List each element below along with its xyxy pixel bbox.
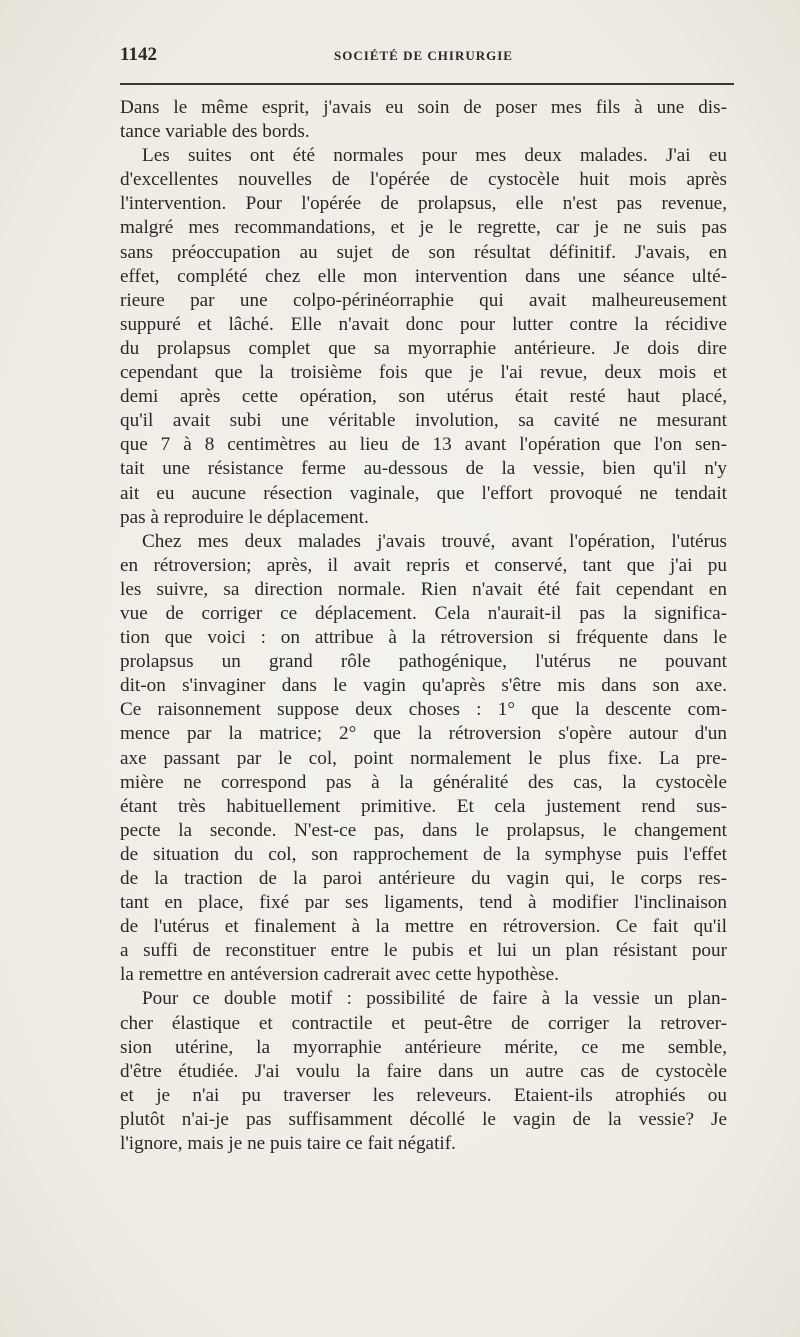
- header-rule: [120, 83, 734, 85]
- text-line: sans préoccupation au sujet de son résultat définitif. J'avais, en: [120, 241, 727, 263]
- text-line: a suffi de reconstituer entre le pubis et lui un plan résistant pour: [120, 940, 727, 962]
- text-line: de la traction de la paroi antérieure du vagin qui, le corps res-: [120, 868, 727, 889]
- text-line: ait eu aucune résection vaginale, que l'effort provoqué ne tendait: [120, 482, 727, 504]
- text-line: vue de corriger ce déplacement. Cela n'aurait-il pas la significa-: [120, 602, 727, 624]
- text-line: Chez mes deux malades j'avais trouvé, avant l'opération, l'utérus: [142, 530, 727, 552]
- text-line: prolapsus un grand rôle pathogénique, l'utérus ne pouvant: [120, 651, 727, 673]
- text-line: Dans le même esprit, j'avais eu soin de poser mes fils à une dis-: [120, 97, 727, 118]
- text-line: la remettre en antéversion cadrerait avec cette hypothèse.: [120, 964, 559, 986]
- page-number: 1142: [120, 44, 157, 65]
- text-line: mence par la matrice; 2° que la rétroversion s'opère autour d'un: [120, 723, 727, 745]
- paragraph: [120, 144, 727, 530]
- text-line: demi après cette opération, son utérus était resté haut placé,: [120, 386, 727, 408]
- text-line: d'excellentes nouvelles de l'opérée de cystocèle huit mois après: [120, 169, 727, 191]
- text-line: rieure par une colpo-périnéorraphie qui avait malheureusement: [120, 289, 727, 311]
- text-line: Pour ce double motif : possibilité de faire à la vessie un plan-: [142, 988, 727, 1010]
- paragraph: [120, 530, 727, 988]
- text-line: sion utérine, la myorraphie antérieure mérite, ce me semble,: [120, 1036, 727, 1058]
- text-line: pas à reproduire le déplacement.: [120, 506, 369, 528]
- text-line: que 7 à 8 centimètres au lieu de 13 avant l'opération que l'on sen-: [120, 434, 727, 456]
- text-line: dit-on s'invaginer dans le vagin qu'après s'être mis dans son axe.: [120, 675, 727, 697]
- text-line: du prolapsus complet que sa myorraphie antérieure. Je dois dire: [120, 337, 727, 359]
- text-line: Les suites ont été normales pour mes deux malades. J'ai eu: [142, 145, 727, 167]
- text-line: cependant que la troisième fois que je l'ai revue, deux mois et: [120, 362, 727, 384]
- text-line: étant très habituellement primitive. Et cela justement rend sus-: [120, 795, 727, 817]
- text-line: effet, complété chez elle mon intervention dans une séance ulté-: [120, 265, 727, 287]
- paragraph: [120, 987, 727, 1156]
- text-line: mière ne correspond pas à la généralité des cas, la cystocèle: [120, 771, 727, 793]
- text-line: l'intervention. Pour l'opérée de prolapsus, elle n'est pas revenue,: [120, 193, 727, 215]
- paragraph: [120, 96, 727, 144]
- text-line: malgré mes recommandations, et je le regrette, car je ne suis pas: [120, 217, 727, 239]
- text-line: et je n'ai pu traverser les releveurs. Etaient-ils atrophiés ou: [120, 1084, 727, 1106]
- text-line: les suivre, sa direction normale. Rien n'avait été fait cependant en: [120, 578, 727, 600]
- text-line: cher élastique et contractile et peut-être de corriger la retrover-: [120, 1012, 727, 1034]
- text-line: de situation du col, son rapprochement de la symphyse puis l'effet: [120, 843, 727, 865]
- text-line: de l'utérus et finalement à la mettre en rétroversion. Ce fait qu'il: [120, 916, 727, 938]
- text-line: axe passant par le col, point normalement le plus fixe. La pre-: [120, 747, 727, 769]
- body-text: [120, 96, 727, 1156]
- text-line: pecte la seconde. N'est-ce pas, dans le prolapsus, le changement: [120, 819, 727, 841]
- text-line: suppuré et lâché. Elle n'avait donc pour lutter contre la récidive: [120, 313, 727, 335]
- text-line: en rétroversion; après, il avait repris et conservé, tant que j'ai pu: [120, 554, 727, 576]
- text-line: tait une résistance ferme au-dessous de la vessie, bien qu'il n'y: [120, 458, 727, 480]
- text-line: tion que voici : on attribue à la rétroversion si fréquente dans le: [120, 627, 727, 649]
- text-line: plutôt n'ai-je pas suffisamment décollé le vagin de la vessie? Je: [120, 1108, 727, 1130]
- text-line: l'ignore, mais je ne puis taire ce fait négatif.: [120, 1133, 456, 1155]
- text-line: Ce raisonnement suppose deux choses : 1° que la descente com-: [120, 699, 727, 721]
- page-header: [120, 44, 727, 74]
- text-line: tance variable des bords.: [120, 121, 310, 143]
- text-line: d'être étudiée. J'ai voulu la faire dans un autre cas de cystocèle: [120, 1060, 727, 1082]
- text-line: qu'il avait subi une véritable involution, sa cavité ne mesurant: [120, 410, 727, 432]
- text-line: tant en place, fixé par ses ligaments, tend à modifier l'inclinaison: [120, 892, 727, 914]
- running-title: SOCIÉTÉ DE CHIRURGIE: [334, 48, 513, 63]
